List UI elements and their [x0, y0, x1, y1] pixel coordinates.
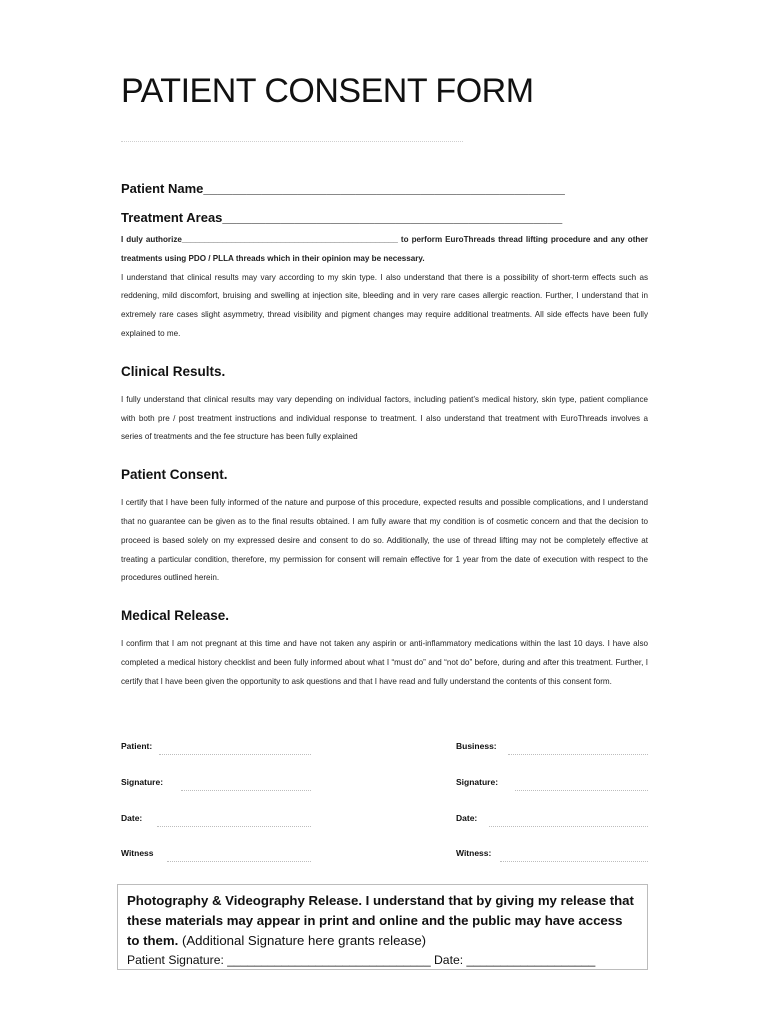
patient-name-field[interactable]: Patient Name__________________________________________________ — [121, 181, 565, 196]
business-date-label: Date: — [456, 812, 478, 823]
patient-date-line[interactable] — [157, 826, 311, 827]
business-witness-label: Witness: — [456, 848, 492, 858]
authorization-statement: I duly authorize________________________________________________ to perform EuroThreads thread lifting procedure and any other treatments using PDO / PLLA threads which in their opinion may be necessary. — [121, 235, 648, 263]
business-date-line[interactable] — [489, 826, 648, 827]
business-signature-label: Signature: — [456, 776, 499, 787]
clinical-results-heading: Clinical Results. — [121, 363, 226, 379]
patient-signature-label: Signature: — [121, 776, 164, 787]
business-signature-line[interactable] — [508, 754, 648, 755]
patient-witness-line[interactable] — [167, 861, 311, 862]
signature-row-1 — [121, 741, 648, 777]
patient-label: Patient: — [121, 741, 153, 751]
signature-row-4 — [121, 848, 648, 884]
patient-signature-line[interactable] — [159, 754, 311, 755]
media-release-statement: Photography & Videography Release. I understand that by giving my release that these materials may appear in print and online and the public may have access to them. — [127, 893, 634, 948]
business-witness-line[interactable] — [500, 861, 648, 862]
understanding-statement: I understand that clinical results may vary according to my skin type. I also understand that there is a possibility of short-term effects such as reddening, mild discomfort, bruising and swelling at injection site, bleeding and in very rare cases allergic reaction. Further, I understand that in extremely rare cases slight asymmetry, thread visibility and pigment changes may require additional treatments. All side effects have been fully explained to me. — [121, 272, 648, 338]
patient-date-label: Date: — [121, 812, 143, 823]
treatment-areas-field[interactable]: Treatment Areas_______________________________________________ — [121, 210, 563, 225]
page-title: PATIENT CONSENT FORM — [121, 72, 534, 110]
business-signature-dots[interactable] — [515, 790, 648, 791]
signature-row-3 — [121, 813, 648, 849]
patient-consent-heading: Patient Consent. — [121, 467, 228, 483]
title-divider — [121, 141, 463, 142]
media-release-text — [127, 891, 638, 951]
patient-signature-dots[interactable] — [181, 790, 311, 791]
media-release-box — [117, 884, 648, 970]
signature-block — [121, 741, 648, 884]
business-label: Business: — [456, 741, 497, 751]
media-release-note: (Additional Signature here grants release) — [178, 933, 427, 948]
patient-witness-label: Witness — [121, 848, 154, 858]
medical-release-heading: Medical Release. — [121, 608, 230, 624]
form-body — [121, 178, 648, 692]
medical-release-text: I confirm that I am not pregnant at this time and have not taken any aspirin or anti-inflammatory medications within the last 10 days. I have also completed a medical history checklist and been fully informed about what I “must do” and “not do” before, during and after this treatment. Further, I certify that I have been given the opportunity to ask questions and that I have read and fully understand the contents of this consent form. — [121, 639, 648, 686]
media-release-signature-line[interactable]: Patient Signature: ______________________________ Date: ___________________ — [127, 953, 596, 967]
clinical-results-text: I fully understand that clinical results may vary depending on individual factors, including patient’s medical history, skin type, patient compliance with both pre / post treatment instructions and individual response to treatment. I also understand that treatment with EuroThreads involves a series of treatments and the fee structure has been fully explained — [121, 394, 648, 442]
patient-consent-text: I certify that I have been fully informed of the nature and purpose of this procedure, expected results and possible complications, and I understand that no guarantee can be given as to the final results obtained. I am fully aware that my condition is of cosmetic concern and that the decision to proceed is based solely on my expressed desire and consent to do so. Additionally, the use of thread lifting may not be completely effective at treating a particular condition, therefore, my permission for consent will remain effective for 1 year from the date of execution with respect to the procedures outlined herein. — [121, 498, 648, 583]
signature-row-2 — [121, 777, 648, 813]
